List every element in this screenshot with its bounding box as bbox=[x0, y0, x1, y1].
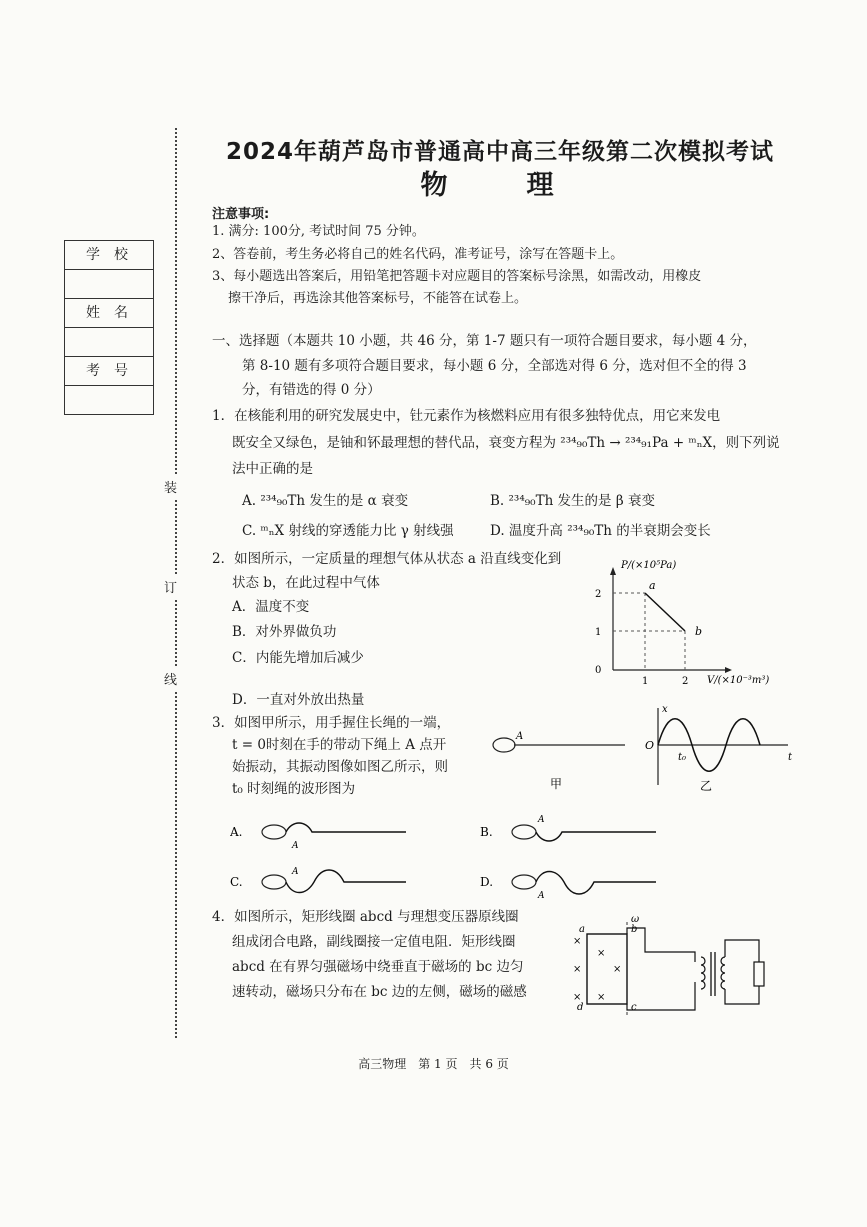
coil-label-d: d bbox=[577, 1002, 584, 1013]
exam-title: 2024年葫芦岛市普通高中高三年级第二次模拟考试 bbox=[225, 139, 774, 165]
field-x-mark: × bbox=[573, 936, 582, 947]
q3-opt-b-wave bbox=[536, 832, 656, 841]
field-x-mark: × bbox=[597, 992, 606, 1003]
q2-option-c: C．内能先增加后减少 bbox=[232, 650, 364, 666]
secondary-wire-bottom bbox=[725, 986, 759, 1004]
q1-option-c: C. ᵐₙX 射线的穿透能力比 γ 射线强 bbox=[242, 523, 454, 539]
note-1: 1. 满分: 100分, 考试时间 75 分钟。 bbox=[212, 224, 425, 239]
section1-line3: 分，有错选的得 0 分） bbox=[242, 382, 381, 398]
pv-ylabel: P/(×10⁵Pa) bbox=[621, 560, 677, 571]
q3-option-c-figure bbox=[230, 860, 430, 904]
q1-line3: 法中正确的是 bbox=[232, 461, 313, 477]
field-x-mark: × bbox=[573, 964, 582, 975]
student-info-box bbox=[64, 240, 154, 415]
school-field[interactable] bbox=[65, 270, 153, 299]
q3-opt-c-wave bbox=[286, 870, 406, 893]
binding-char-zhuang: 装 bbox=[164, 475, 177, 498]
q1-line1: 1．在核能利用的研究发展史中，钍元素作为核燃料应用有很多独特优点，用它来发电 bbox=[212, 408, 721, 424]
primary-coil bbox=[701, 957, 705, 989]
yi-origin: O bbox=[645, 739, 655, 752]
hand-icon bbox=[262, 825, 286, 839]
number-label: 考号 bbox=[65, 357, 153, 386]
coil-label-b: b bbox=[631, 924, 638, 935]
pv-x-arrow bbox=[725, 667, 732, 673]
q4-line4: 速转动，磁场只分布在 bc 边的左侧，磁场的磁感 bbox=[232, 984, 527, 1000]
q4-line2: 组成闭合电路，副线圈接一定值电阻．矩形线圈 bbox=[232, 934, 516, 950]
q3-line4: t₀ 时刻绳的波形图为 bbox=[232, 781, 356, 797]
q3-figure-jia bbox=[490, 725, 630, 795]
omega-label: ω bbox=[631, 914, 640, 925]
pv-origin: 0 bbox=[595, 665, 602, 676]
pv-ytick-1: 1 bbox=[595, 627, 602, 638]
q3-opt-d-wave bbox=[536, 872, 656, 895]
pv-xtick-2: 2 bbox=[682, 676, 689, 687]
rope-point-a: A bbox=[516, 731, 524, 742]
q1-option-a: A. ²³⁴₉₀Th 发生的是 α 衰变 bbox=[242, 493, 409, 509]
pv-ytick-2: 2 bbox=[595, 589, 602, 600]
section1-line1: 一、选择题（本题共 10 小题，共 46 分，第 1-7 题只有一项符合题目要求，每小题 4 分， bbox=[212, 333, 757, 349]
note-2: 2、答卷前，考生务必将自己的姓名代码，准考证号，涂写在答题卡上。 bbox=[212, 247, 624, 262]
q3-opt-c-point: A bbox=[292, 867, 299, 877]
secondary-coil bbox=[721, 957, 725, 989]
subject-title: 物 理 bbox=[420, 170, 580, 201]
q1-option-b: B. ²³⁴₉₀Th 发生的是 β 衰变 bbox=[490, 493, 655, 509]
page-footer: 高三物理 第 1 页 共 6 页 bbox=[358, 1057, 509, 1071]
q3-option-d-figure bbox=[480, 860, 680, 904]
name-field[interactable] bbox=[65, 328, 153, 357]
q2-pv-graph bbox=[585, 555, 815, 690]
hand-icon bbox=[493, 738, 515, 752]
q1-option-d: D. 温度升高 ²³⁴₉₀Th 的半衰期会变长 bbox=[490, 523, 711, 539]
q3-opt-a-wave bbox=[286, 823, 406, 832]
pv-y-arrow bbox=[610, 567, 616, 575]
name-label: 姓名 bbox=[65, 299, 153, 328]
q3-opt-d-point: A bbox=[538, 891, 545, 901]
q3-opt-d-label: D. bbox=[480, 875, 494, 889]
q2-line2: 状态 b，在此过程中气体 bbox=[232, 575, 380, 591]
field-x-mark: × bbox=[573, 992, 582, 1003]
binding-char-ding: 订 bbox=[164, 575, 177, 598]
pv-point-a: a bbox=[649, 579, 656, 592]
yi-t0: t₀ bbox=[678, 752, 687, 763]
field-x-mark: × bbox=[597, 948, 606, 959]
q3-line2: t = 0时刻在手的带动下绳上 A 点开 bbox=[232, 737, 447, 753]
section1-line2: 第 8-10 题有多项符合题目要求，每小题 6 分，全部选对得 6 分，选对但不全的得 3 bbox=[242, 358, 747, 374]
hand-icon bbox=[512, 825, 536, 839]
q3-option-b-figure bbox=[480, 812, 680, 852]
pv-xlabel: V/(×10⁻³m³) bbox=[707, 675, 770, 686]
notes-heading: 注意事项: bbox=[212, 207, 270, 222]
fig-yi-label: 乙 bbox=[700, 779, 713, 793]
q3-opt-c-label: C. bbox=[230, 875, 243, 889]
q2-option-b: B．对外界做负功 bbox=[232, 624, 337, 640]
note-3: 3、每小题选出答案后，用铅笔把答题卡对应题目的答案标号涂黑，如需改动，用橡皮 bbox=[212, 269, 702, 284]
q2-option-d: D．一直对外放出热量 bbox=[232, 692, 365, 708]
q3-figure-yi bbox=[640, 700, 800, 795]
coil-label-a: a bbox=[579, 924, 585, 935]
pv-process-line bbox=[645, 593, 685, 631]
fixed-resistor bbox=[754, 962, 764, 986]
binding-char-xian: 线 bbox=[164, 667, 177, 690]
field-x-mark: × bbox=[613, 964, 622, 975]
q3-opt-a-label: A. bbox=[230, 825, 243, 839]
q2-option-a: A．温度不变 bbox=[232, 599, 310, 615]
q4-coil-transformer-figure bbox=[565, 912, 780, 1027]
q4-line1: 4．如图所示，矩形线圈 abcd 与理想变压器原线圈 bbox=[212, 909, 519, 925]
q3-opt-a-point: A bbox=[292, 841, 299, 851]
q3-opt-b-label: B. bbox=[480, 825, 493, 839]
hand-icon bbox=[512, 875, 536, 889]
fig-jia-label: 甲 bbox=[550, 777, 563, 791]
circuit-wire-bottom bbox=[627, 982, 695, 1010]
q3-line3: 始振动，其振动图像如图乙所示，则 bbox=[232, 759, 448, 775]
q1-line2: 既安全又绿色，是铀和钚最理想的替代品，衰变方程为 ²³⁴₉₀Th → ²³⁴₉₁Pa + ᵐₙX，则下列说 bbox=[232, 435, 780, 451]
yi-axis-x: x bbox=[662, 704, 668, 715]
q2-line1: 2．如图所示，一定质量的理想气体从状态 a 沿直线变化到 bbox=[212, 551, 562, 567]
number-field[interactable] bbox=[65, 386, 153, 414]
q3-option-a-figure bbox=[230, 812, 430, 852]
secondary-wire-top bbox=[725, 940, 759, 962]
pv-point-b: b bbox=[695, 625, 703, 638]
hand-icon bbox=[262, 875, 286, 889]
q4-line3: abcd 在有界匀强磁场中绕垂直于磁场的 bc 边匀 bbox=[232, 959, 524, 975]
school-label: 学校 bbox=[65, 241, 153, 270]
coil-label-c: c bbox=[631, 1002, 637, 1013]
pv-xtick-1: 1 bbox=[642, 676, 649, 687]
note-3-cont: 擦干净后，再选涂其他答案标号，不能答在试卷上。 bbox=[228, 291, 528, 306]
q3-opt-b-point: A bbox=[538, 815, 545, 825]
q3-line1: 3．如图甲所示，用手握住长绳的一端， bbox=[212, 715, 451, 731]
yi-axis-t: t bbox=[788, 752, 793, 763]
